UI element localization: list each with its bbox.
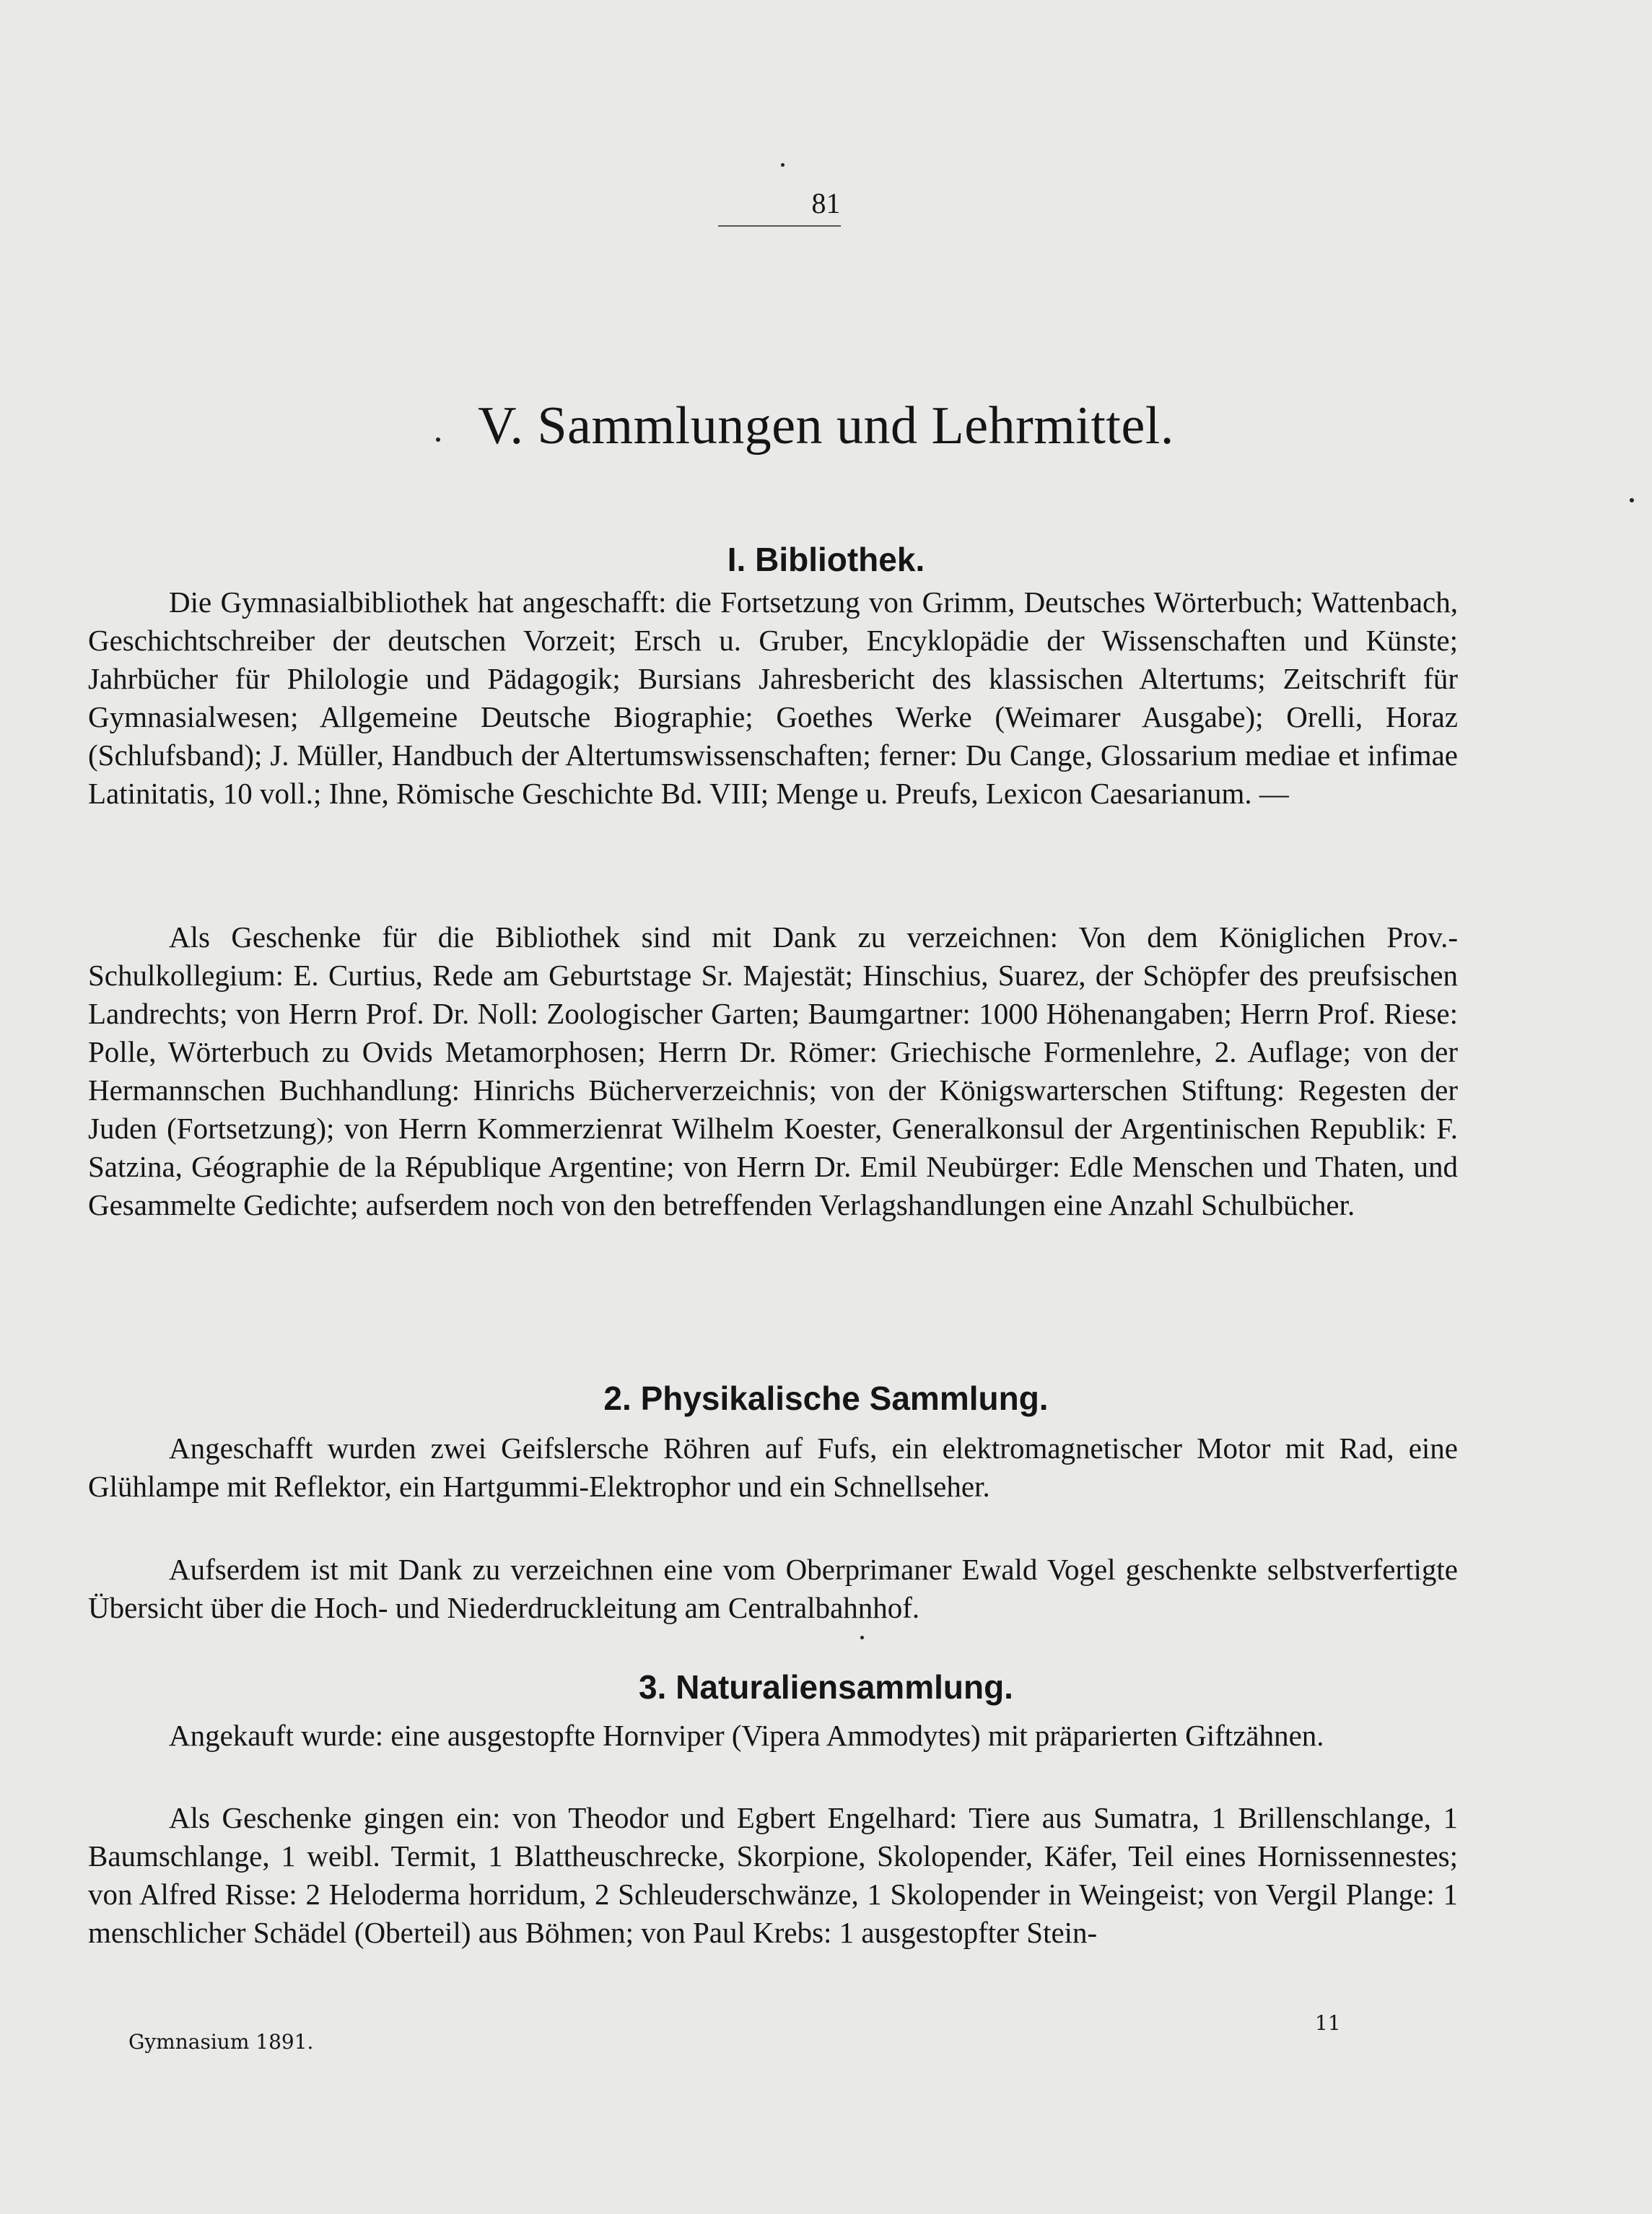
section-heading-physikalische-sammlung: 2. Physikalische Sammlung. (603, 1380, 1049, 1417)
paragraph-natur-gifts: Als Geschenke gingen ein: von Theodor und Egbert Engelhard: Tiere aus Sumatra, 1 Brillenschlange, 1 Baumschlange, 1 weibl. Termit, 1 Blattheuschrecke, Skorpione, Skolopender, Käfer, Teil eines Hornissennestes; von Alfred Risse: 2 Heloderma horridum, 2 Schleuderschwänze, 1 Skolopender in Weingeist; von Vergil Plange: 1 menschlicher Schädel (Oberteil) aus Böhmen; von Paul Krebs: 1 ausgestopfter Stein- (88, 1801, 1458, 1949)
scan-speck (1630, 498, 1634, 502)
page-number-rule (718, 225, 841, 227)
page-number: 81 (811, 187, 841, 219)
footer-sheet-number: 11 (1315, 2011, 1341, 2035)
paragraph-bibliothek-gifts: Als Geschenke für die Bibliothek sind mit Dank zu verzeichnen: Von dem Königlichen Prov.-Schulkollegium: E. Curtius, Rede am Geburtstage Sr. Majestät; Hinschius, Suarez, der Schöpfer des preufsischen Landrechts; von Herrn Prof. Dr. Noll: Zoologischer Garten; Baumgartner: 1000 Höhenangaben; Herrn Prof. Riese: Polle, Wörterbuch zu Ovids Metamorphosen; Herrn Dr. Römer: Griechische Formenlehre, 2. Auflage; von der Hermannschen Buchhandlung: Hinrichs Bücherverzeichnis; von der Königswarterschen Stiftung: Regesten der Juden (Fortsetzung); von Herrn Kommerzienrat Wilhelm Koester, Generalkonsul der Argentinischen Republik: F. Satzina, Géographie de la République Argentine; von Herrn Dr. Emil Neubürger: Edle Menschen und Thaten, und Gesammelte Gedichte; aufserdem noch von den betreffenden Verlagshandlungen eine Anzahl Schulbücher. (88, 920, 1458, 1221)
section-heading-bibliothek: I. Bibliothek. (727, 541, 925, 578)
section-heading-naturaliensammlung: 3. Naturaliensammlung. (639, 1668, 1013, 1706)
paragraph-physik-acquisitions: Angeschafft wurden zwei Geifslersche Röhren auf Fufs, ein elektromagnetischer Motor mit Rad, eine Glühlampe mit Reflektor, ein Hartgummi-Elektrophor und ein Schnellseher. (88, 1431, 1458, 1503)
paragraph-natur-purchase: Angekauft wurde: eine ausgestopfte Hornviper (Vipera Ammodytes) mit präparierten Giftzähnen. (169, 1719, 1324, 1752)
footer-signature: Gymnasium 1891. (128, 2030, 314, 2054)
paragraph-bibliothek-acquisitions: Die Gymnasialbibliothek hat angeschafft: die Fortsetzung von Grimm, Deutsches Wörterbuch; Wattenbach, Geschichtschreiber der deutschen Vorzeit; Ersch u. Gruber, Encyklopädie der Wissenschaften und Künste; Jahrbücher für Philologie und Pädagogik; Bursians Jahresbericht des klassischen Altertums; Zeitschrift für Gymnasialwesen; Allgemeine Deutsche Biographie; Goethes Werke (Weimarer Ausgabe); Orelli, Horaz (Schlufsband); J. Müller, Handbuch der Altertumswissenschaften; ferner: Du Cange, Glossarium mediae et infimae Latinitatis, 10 voll.; Ihne, Römische Geschichte Bd. VIII; Menge u. Preufs, Lexicon Caesarianum. — (88, 585, 1458, 810)
scan-speck (860, 1636, 864, 1639)
chapter-title: V. Sammlungen und Lehrmittel. (478, 396, 1174, 456)
scan-speck (436, 437, 440, 442)
paragraph-physik-gifts: Aufserdem ist mit Dank zu verzeichnen eine vom Oberprimaner Ewald Vogel geschenkte selbstverfertigte Übersicht über die Hoch- und Niederdruckleitung am Centralbahnhof. (88, 1553, 1458, 1624)
scan-speck (781, 163, 785, 167)
